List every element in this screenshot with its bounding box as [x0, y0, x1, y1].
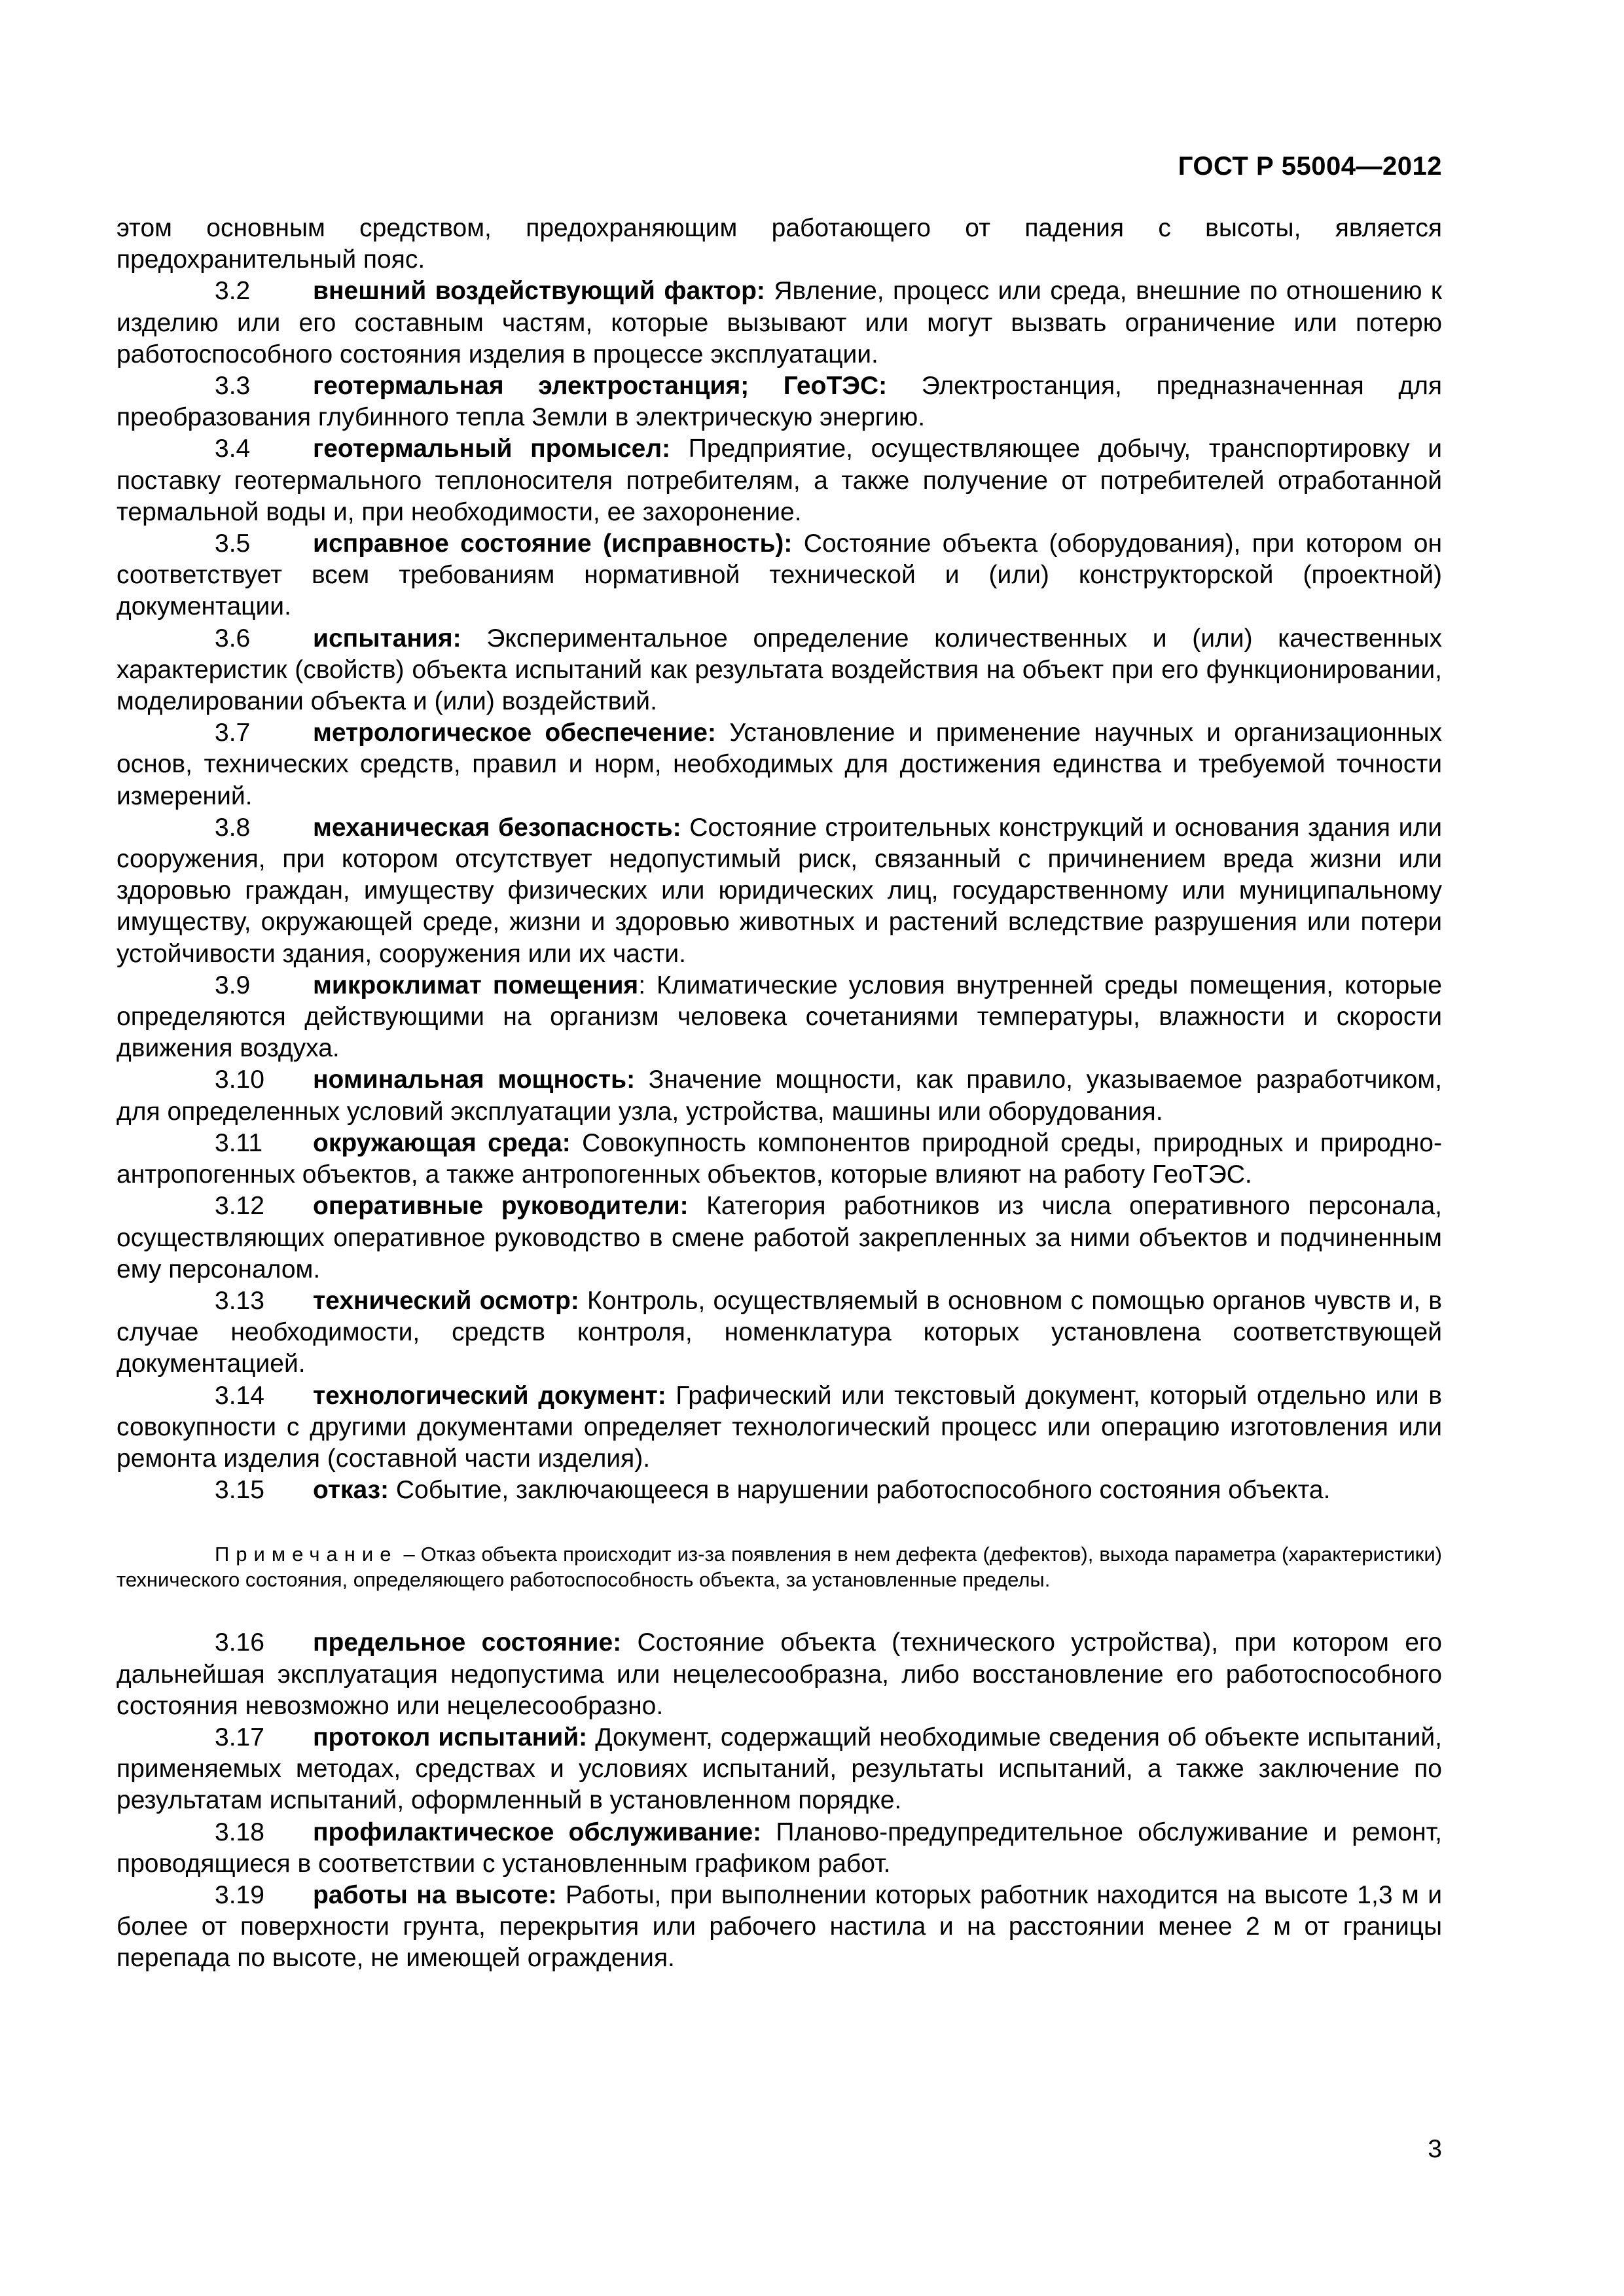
note-label: Примечание [215, 1543, 398, 1566]
term-name: номинальная мощность: [313, 1066, 636, 1094]
term-list-a [117, 276, 1442, 1506]
term-definition [117, 1627, 1442, 1722]
term-text: Явление, процесс или среда, внешние по отношению к изделию или его составным частям, которые вызывают или могут вызвать ограничение или потерю работоспособного состояния изделия в процессе эксплуатации. [117, 277, 1442, 368]
term-definition [117, 276, 1442, 370]
term-number: 3.9 [215, 971, 251, 999]
term-text: Документ, содержащий необходимые сведения об объекте испытаний, применяемых методах, средствах и условиях испытаний, результаты испытаний, а также заключение по результатам испытаний, оформленный в установленном порядке. [117, 1723, 1442, 1815]
term-name: окружающая среда: [313, 1128, 571, 1157]
term-number: 3.7 [215, 719, 251, 747]
term-number: 3.13 [215, 1286, 264, 1315]
term-number: 3.5 [215, 529, 251, 558]
term-number: 3.4 [215, 435, 251, 463]
term-name: исправное состояние (исправность): [313, 529, 793, 558]
term-text: Состояние строительных конструкций и основания здания или сооружения, при котором отсутствует недопустимый риск, связанный с причинением вреда жизни или здоровью граждан, имуществу физических или юридических лиц, государственному или муниципальному имуществу, окружающей среде, жизни и здоровью животных и растений вследствие разрушения или потери устойчивости здания, сооружения или их части. [117, 813, 1442, 968]
term-name: метрологическое обеспечение: [313, 719, 716, 747]
term-text: Предприятие, осуществляющее добычу, транспортировку и поставку геотермального теплоносителя потребителям, а также получение от потребителей отработанной термальной воды и, при необходимости, ее захоронение. [117, 435, 1442, 526]
term-name: технический осмотр: [313, 1286, 579, 1315]
term-definition [117, 812, 1442, 970]
term-name: профилактическое обслуживание: [313, 1818, 762, 1846]
term-definition [117, 528, 1442, 623]
term-name: внешний воздействующий фактор: [313, 277, 765, 306]
term-text: Планово-предупредительное обслуживание и ремонт, проводящиеся в соответствии с установленным графиком работ. [117, 1818, 1442, 1878]
term-text: Установление и применение научных и организационных основ, технических средств, правил и норм, необходимых для достижения единства и требуемой точности измерений. [117, 719, 1443, 810]
term-name: отказ: [313, 1476, 389, 1505]
term-name: испытания: [313, 624, 461, 653]
page-number: 3 [1428, 2135, 1442, 2163]
term-number: 3.14 [215, 1381, 264, 1410]
note-text: – Отказ объекта происходит из-за появления в нем дефекта (дефектов), выхода параметра (характеристики) технического состояния, определяющего работоспособность объекта, за установленные пределы. [117, 1543, 1442, 1592]
term-definition [117, 1285, 1442, 1380]
term-number: 3.10 [215, 1066, 264, 1094]
term-number: 3.19 [215, 1880, 264, 1909]
term-definition [117, 1064, 1442, 1127]
term-name: работы на высоте: [313, 1880, 557, 1909]
term-text: Электростанция, предназначенная для преобразования глубинного тепла Земли в электрическую энергию. [117, 372, 1442, 432]
document-id-header: ГОСТ Р 55004—2012 [1178, 152, 1442, 181]
term-number: 3.17 [215, 1723, 264, 1751]
term-definition [117, 433, 1442, 528]
term-name: механическая безопасность: [313, 813, 681, 842]
term-text: Состояние объекта (оборудования), при котором он соответствует всем требованиям нормативной технической и (или) конструкторской (проектной) документации. [117, 529, 1442, 621]
term-text: Графический или текстовый документ, который отдельно или в совокупности с другими документами определяет технологический процесс или операцию изготовления или ремонта изделия (составной части изделия). [117, 1381, 1442, 1473]
intro-paragraph: этом основным средством, предохраняющим работающего от падения с высоты, является предохранительный пояс. [117, 214, 1442, 274]
term-name: геотермальная электростанция; ГеоТЭС: [313, 372, 888, 401]
term-name: предельное состояние: [313, 1628, 622, 1657]
term-definition [117, 1128, 1442, 1191]
term-number: 3.6 [215, 624, 251, 653]
term-definition [117, 1722, 1442, 1817]
note-paragraph [117, 1541, 1442, 1592]
term-list-b [117, 1627, 1442, 1974]
term-name: оперативные руководители: [313, 1192, 689, 1221]
term-name: геотермальный промысел: [313, 435, 671, 463]
term-text: Совокупность компонентов природной среды, природных и природно-антропогенных объектов, а также антропогенных объектов, которые влияют на работу ГеоТЭС. [117, 1128, 1442, 1189]
term-text: Экспериментальное определение количественных и (или) качественных характеристик (свойств) объекта испытаний как результата воздействия на объект при его функционировании, моделировании объекта и (или) воздействий. [117, 624, 1442, 716]
term-text: Работы, при выполнении которых работник находится на высоте 1,3 м и более от поверхности грунта, перекрытия или рабочего настила и на расстоянии менее 2 м от границы перепада по высоте, не имеющей ограждения. [117, 1880, 1442, 1973]
term-definition [117, 717, 1442, 812]
term-text: Значение мощности, как правило, указываемое разработчиком, для определенных условий эксплуатации узла, устройства, машины или оборудования. [117, 1066, 1442, 1126]
term-definition [117, 1380, 1442, 1475]
term-definition [117, 370, 1442, 433]
term-text: Категория работников из числа оперативного персонала, осуществляющих оперативное руководство в смене работой закрепленных за ними объектов и подчиненным ему персоналом. [117, 1192, 1442, 1283]
term-number: 3.16 [215, 1628, 264, 1657]
term-number: 3.8 [215, 813, 251, 842]
term-definition [117, 623, 1442, 718]
term-text: Событие, заключающееся в нарушении работоспособного состояния объекта. [389, 1476, 1331, 1505]
term-number: 3.11 [215, 1128, 263, 1157]
term-number: 3.3 [215, 372, 251, 401]
term-name: технологический документ: [313, 1381, 666, 1410]
term-definition [117, 1191, 1442, 1285]
term-text: : Климатические условия внутренней среды помещения, которые определяются действующими на организм человека сочетаниями температуры, влажности и скорости движения воздуха. [117, 971, 1442, 1063]
term-text: Контроль, осуществляемый в основном с помощью органов чувств и, в случае необходимости, средств контроля, номенклатура которых установлена соответствующей документацией. [117, 1286, 1443, 1378]
term-name: протокол испытаний: [313, 1723, 588, 1751]
term-name: микроклимат помещения [313, 971, 639, 999]
term-number: 3.15 [215, 1476, 264, 1505]
term-number: 3.2 [215, 277, 251, 306]
term-definition [117, 1475, 1442, 1506]
term-definition [117, 970, 1442, 1065]
term-number: 3.18 [215, 1818, 264, 1846]
term-definition [117, 1880, 1442, 1975]
term-definition [117, 1817, 1442, 1880]
term-text: Состояние объекта (технического устройства), при котором его дальнейшая эксплуатация недопустима или нецелесообразна, либо восстановление его работоспособного состояния невозможно или нецелесообразно. [117, 1628, 1442, 1720]
term-number: 3.12 [215, 1192, 264, 1221]
document-body [117, 213, 1442, 1975]
